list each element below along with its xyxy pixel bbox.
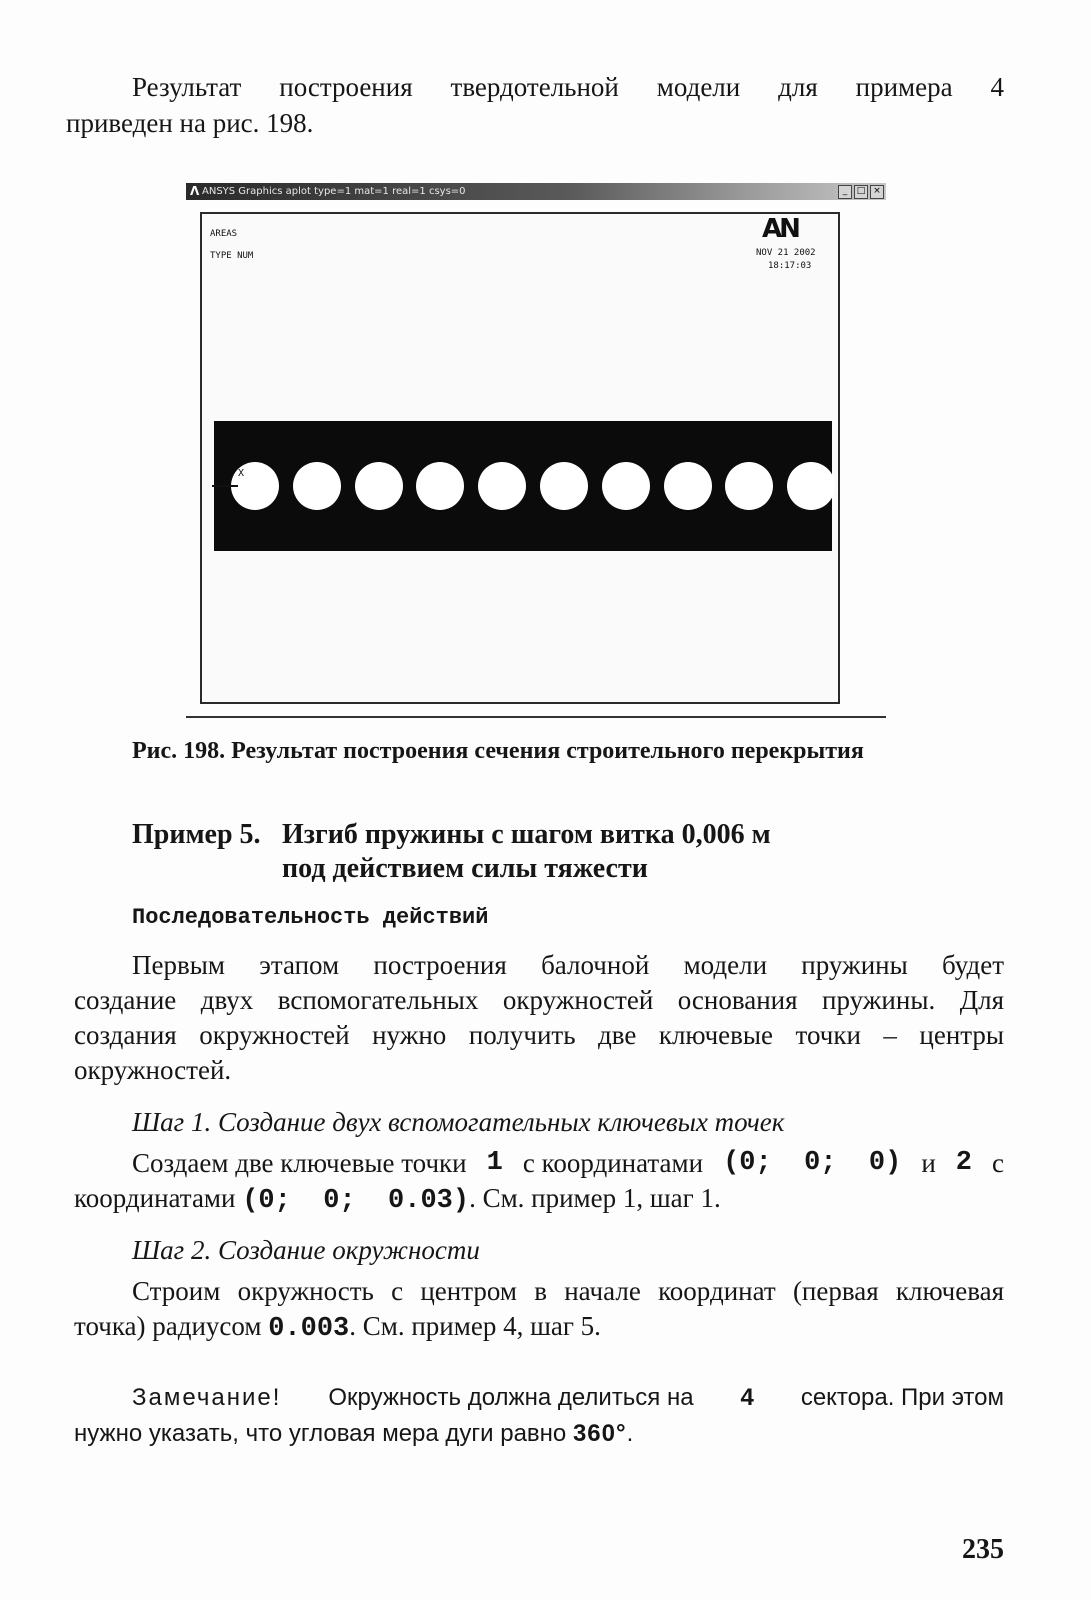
para1-line-3: создания окружностей нужно получить две ключевые точки – центры [74, 1020, 1005, 1050]
note-line-1: Замечание! Окружность должна делиться на 4 сектора. При этом [132, 1382, 1004, 1414]
example-label: Пример 5. [132, 819, 261, 850]
close-button[interactable]: × [870, 185, 884, 199]
intro-line-2: приведен на рис. 198. [66, 108, 314, 138]
window-title: ANSYS Graphics aplot type=1 mat=1 real=1 csys=0 [202, 186, 466, 197]
para1-line-2: создание двух вспомогательных окружностей основания пружины. Для [74, 985, 1004, 1015]
note-line-2: нужно указать, что угловая мера дуги равно 360°. [74, 1420, 634, 1447]
example-title-line-2: под действием силы тяжести [282, 853, 648, 884]
page-number: 235 [962, 1534, 1004, 1565]
window-bottom-border [186, 716, 886, 718]
maximize-button[interactable]: □ [854, 185, 868, 199]
para1-line-4: окружностей. [74, 1055, 232, 1085]
figure-caption: Рис. 198. Результат построения сечения строительного перекрытия [132, 738, 864, 764]
step2-heading: Шаг 2. Создание окружности [132, 1235, 480, 1265]
slab-hole-circle [293, 462, 341, 510]
example-title-line-1: Изгиб пружины с шагом витка 0,006 м [282, 819, 771, 850]
step1-heading: Шаг 1. Создание двух вспомогательных ключевых точек [132, 1107, 785, 1137]
plot-date: NOV 21 2002 [756, 248, 816, 258]
step2-line-2: точка) радиусом 0.003. См. пример 4, шаг 5. [74, 1311, 601, 1344]
slab-hole-circle [478, 462, 526, 510]
note-label: Замечание! [132, 1384, 282, 1411]
plot-time: 18:17:03 [768, 261, 812, 271]
step1-line-2: координатами (0; 0; 0.03). См. пример 1, шаг 1. [74, 1183, 721, 1216]
intro-line-1: Результат построения твердотельной модели для примера 4 [132, 72, 1004, 102]
type-num-label: TYPE NUM [210, 251, 254, 261]
ansys-app-icon: Λ [190, 184, 200, 198]
slab-hole-circle [540, 462, 588, 510]
window-titlebar [186, 183, 886, 200]
para1-line-1: Первым этапом построения балочной модели пружины будет [132, 950, 1005, 980]
slab-hole-circle [664, 462, 712, 510]
ansys-logo: AN [762, 214, 798, 244]
ansys-graphics-window [186, 183, 886, 713]
sequence-heading: Последовательность действий [132, 905, 489, 930]
axis-x-label: X [238, 468, 245, 479]
slab-hole-circle [355, 462, 403, 510]
step1-line-1: Создаем две ключевые точки 1 с координатами (0; 0; 0) и 2 с [132, 1148, 1004, 1178]
slab-hole-circle [416, 462, 464, 510]
step2-line-1: Строим окружность с центром в начале координат (первая ключевая [132, 1276, 1005, 1306]
axis-triad [212, 485, 238, 487]
areas-label: AREAS [210, 229, 238, 239]
slab-cross-section [214, 421, 832, 551]
slab-hole-circle [725, 462, 773, 510]
minimize-button[interactable]: _ [838, 185, 852, 199]
slab-hole-circle [602, 462, 650, 510]
graphics-viewport[interactable] [200, 212, 840, 704]
slab-hole-circle [787, 462, 835, 510]
